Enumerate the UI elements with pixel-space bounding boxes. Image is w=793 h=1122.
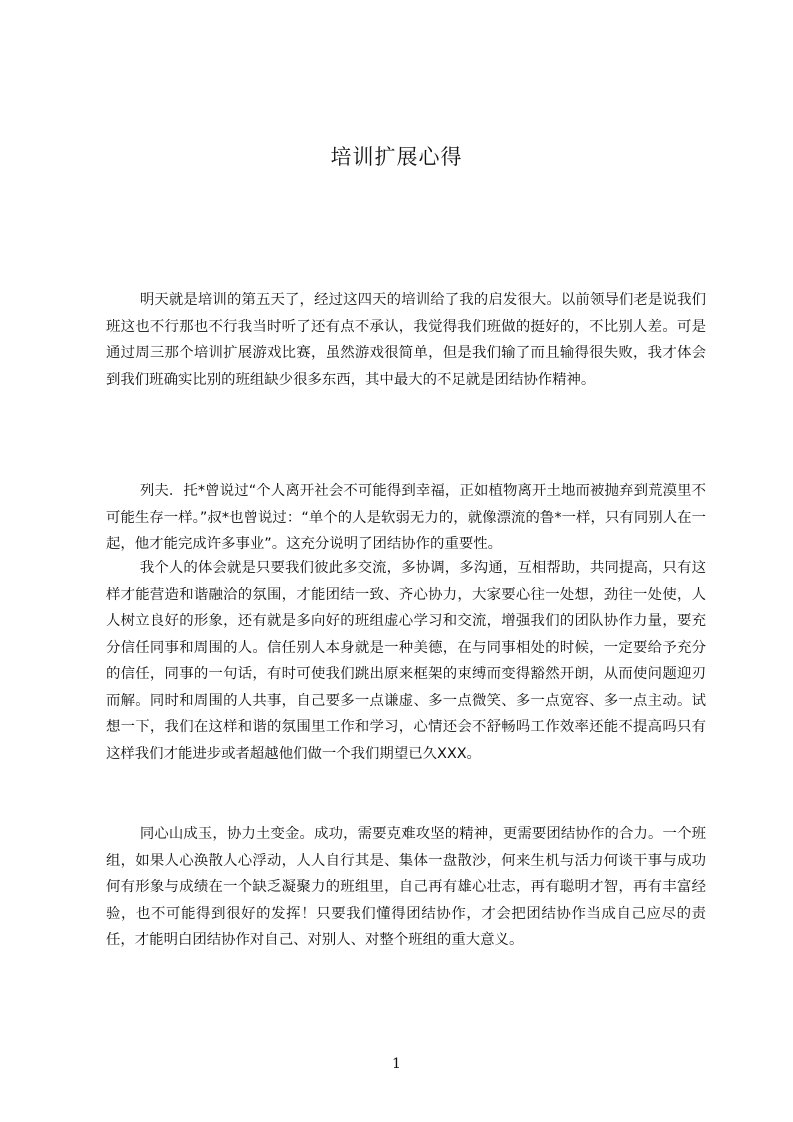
page-number: 1	[392, 1056, 401, 1072]
body-paragraph-3: 我个人的体会就是只要我们彼此多交流，多协调，多沟通，互相帮助，共同提高，只有这样才能营造和谐融洽的氛围，才能团结一致、齐心协力，大家要心往一处想，劲往一处使，人人树立良好的形象，还有就是多向好的班组虚心学习和交流，增强我们的团队协作力量，要充分信任同事和周围的人。信任别人本身就是一种美德，在与同事相处的时候，一定要给予充分的信任，同事的一句话，有时可使我们跳出原来框架的束缚而变得豁然开朗，从而使问题迎刃而解。同时和周围的人共事，自己要多一点谦虚、多一点微笑、多一点宽容、多一点主动。试想一下，我们在这样和谐的氛围里工作和学习，心情还会不舒畅吗工作效率还能不提高吗只有这样我们才能进步或者超越他们做一个我们期望已久XXX。	[106, 560, 706, 762]
body-paragraph-1: 明天就是培训的第五天了，经过这四天的培训给了我的启发很大。以前领导们老是说我们班这也不行那也不行我当时听了还有点不承认，我觉得我们班做的挺好的，不比别人差。可是通过周三那个培训扩展游戏比赛，虽然游戏很简单，但是我们输了而且输得很失败，我才体会到我们班确实比别的班组缺少很多东西，其中最大的不足就是团结协作精神。	[106, 292, 706, 388]
body-paragraph-4: 同心山成玉，协力土变金。成功，需要克难攻坚的精神，更需要团结协作的合力。一个班组，如果人心涣散人心浮动，人人自行其是、集体一盘散沙，何来生机与活力何谈干事与成功何有形象与成绩在一个缺乏凝聚力的班组里，自己再有雄心壮志，再有聪明才智，再有丰富经验，也不可能得到很好的发挥！只要我们懂得团结协作，才会把团结协作当成自己应尽的责任，才能明白团结协作对自己、对别人、对整个班组的重大意义。	[106, 826, 706, 948]
body-paragraph-2: 列夫．托*曾说过“个人离开社会不可能得到幸福，正如植物离开土地而被抛弃到荒漠里不可能生存一样。”叔*也曾说过：“单个的人是软弱无力的，就像漂流的鲁*一样，只有同别人在一起，他才能完成许多事业”。这充分说明了团结协作的重要性。	[106, 483, 706, 552]
page-title: 培训扩展心得	[330, 145, 463, 169]
